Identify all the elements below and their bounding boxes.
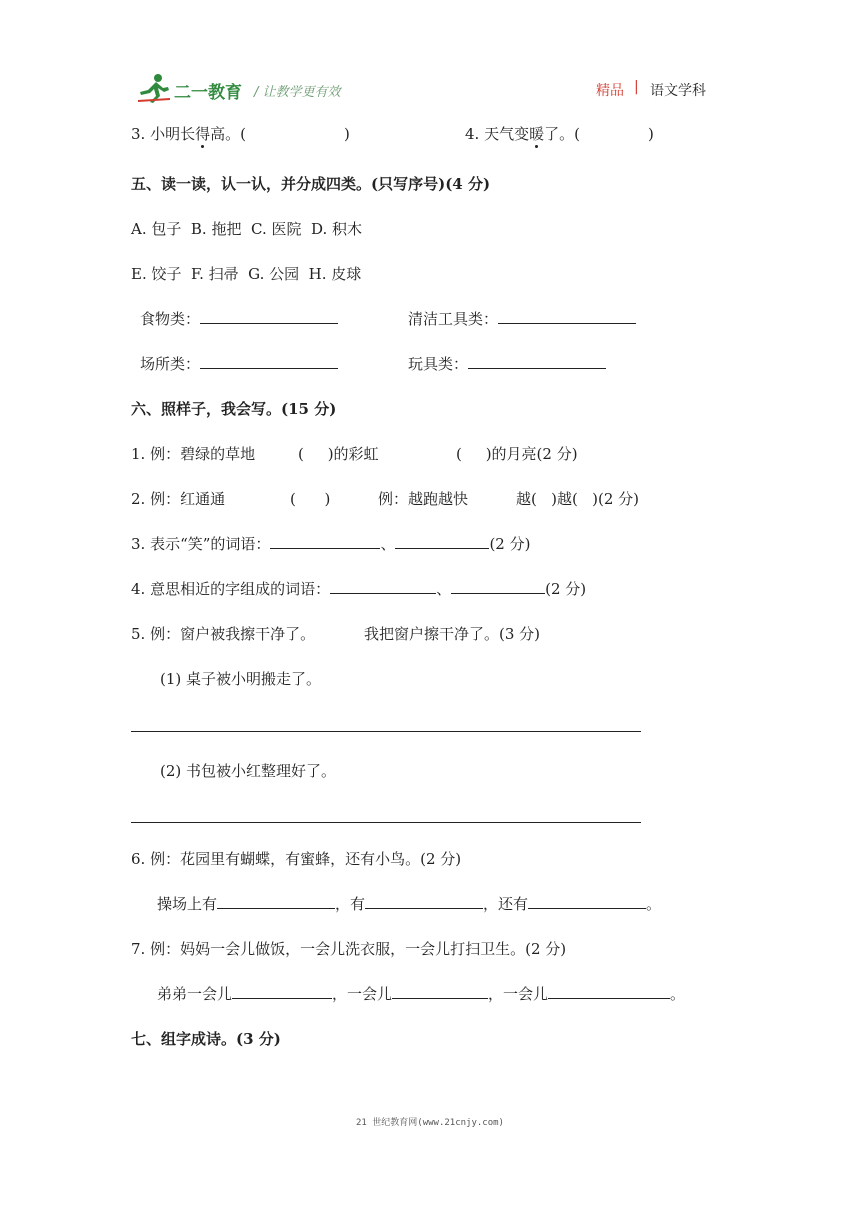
q2-pattern: 越( )越( )(2 分) [516,490,640,508]
answer-blank[interactable] [365,894,483,909]
question-number: 5. [131,625,146,643]
q5-sentence-1: (1) 桌子被小明搬走了。 [160,670,322,688]
question-4-4: 4. 天气变暖了。( [465,125,580,143]
question-6-4: 4. 意思相近的字组成的词语： 、 (2 分) [131,580,587,598]
tag-quality: 精品 [596,83,624,99]
question-number: 1. [131,445,146,463]
answer-blank[interactable] [548,984,670,999]
section-7-title: 七、组字成诗。(3 分) [131,1030,281,1048]
answer-blank[interactable] [217,894,335,909]
slogan: / 让教学更有效 [254,85,341,100]
runner-logo-icon [136,72,172,104]
answer-blank[interactable] [392,984,488,999]
question-6-6: 6. 例：花园里有蝴蝶，有蜜蜂，还有小鸟。(2 分) [131,850,462,868]
question-6-2: 2. 例：红通通 [131,490,226,508]
question-6-1: 1. 例：碧绿的草地 [131,445,256,463]
answer-blank[interactable] [330,579,436,594]
section-6-title: 六、照样子，我会写。(15 分) [131,400,337,418]
question-6-3: 3. 表示“笑”的词语： 、 (2 分) [131,535,531,553]
page-footer: 21 世纪教育网(www.21cnjy.com) [356,1118,504,1128]
tag-divider: | [634,79,639,95]
answer-blank[interactable] [200,354,338,369]
question-4-3: 3. 小明长得高。( [131,125,246,143]
answer-blank[interactable] [498,309,636,324]
logo-text: 二一教育 [174,83,242,103]
answer-blank[interactable] [528,894,646,909]
question-6-5: 5. 例：窗户被我擦干净了。 [131,625,316,643]
q6-fill-sentence: 操场上有 ，有 ，还有 。 [157,895,662,913]
q5-example-answer: 我把窗户擦干净了。(3 分) [364,625,541,643]
answer-blank[interactable] [200,309,338,324]
q7-fill-sentence: 弟弟一会儿 ，一会儿 ，一会儿 。 [157,985,686,1003]
tag-subject: 语文学科 [650,83,706,99]
question-number: 6. [131,850,146,868]
q2-blank: ( ) [290,490,331,508]
writing-line[interactable] [131,731,641,732]
answer-paren-close: ) [344,125,350,143]
writing-line[interactable] [131,822,641,823]
question-6-7: 7. 例：妈妈一会儿做饭，一会儿洗衣服，一会儿打扫卫生。(2 分) [131,940,567,958]
question-number: 3. [131,535,146,553]
section-5-title: 五、读一读，认一认，并分成四类。(只写序号)(4 分) [131,175,491,193]
answer-blank[interactable] [451,579,545,594]
answer-paren-close: ) [648,125,654,143]
answer-blank[interactable] [468,354,606,369]
options-row-1: A. 包子 B. 拖把 C. 医院 D. 积木 [131,220,363,238]
answer-blank[interactable] [232,984,332,999]
options-row-2: E. 饺子 F. 扫帚 G. 公园 H. 皮球 [131,265,362,283]
page-header [136,72,716,104]
question-number: 7. [131,940,146,958]
question-number: 4. [131,580,146,598]
question-number: 4. [465,125,480,143]
question-number: 2. [131,490,146,508]
category-places: 场所类： [140,354,338,374]
answer-blank[interactable] [270,534,380,549]
dotted-char: 得 [195,125,211,143]
q5-sentence-2: (2) 书包被小红整理好了。 [160,762,337,780]
dotted-char: 暖 [529,125,545,143]
category-cleaning-tools: 清洁工具类： [408,309,636,329]
q1-blank-moon: ( )的月亮(2 分) [456,445,578,463]
question-number: 3. [131,125,146,143]
q1-blank-rainbow: ( )的彩虹 [298,445,379,463]
category-toys: 玩具类： [408,354,606,374]
category-food: 食物类： [140,309,338,329]
q2-example-b: 例：越跑越快 [378,490,469,508]
answer-blank[interactable] [395,534,489,549]
